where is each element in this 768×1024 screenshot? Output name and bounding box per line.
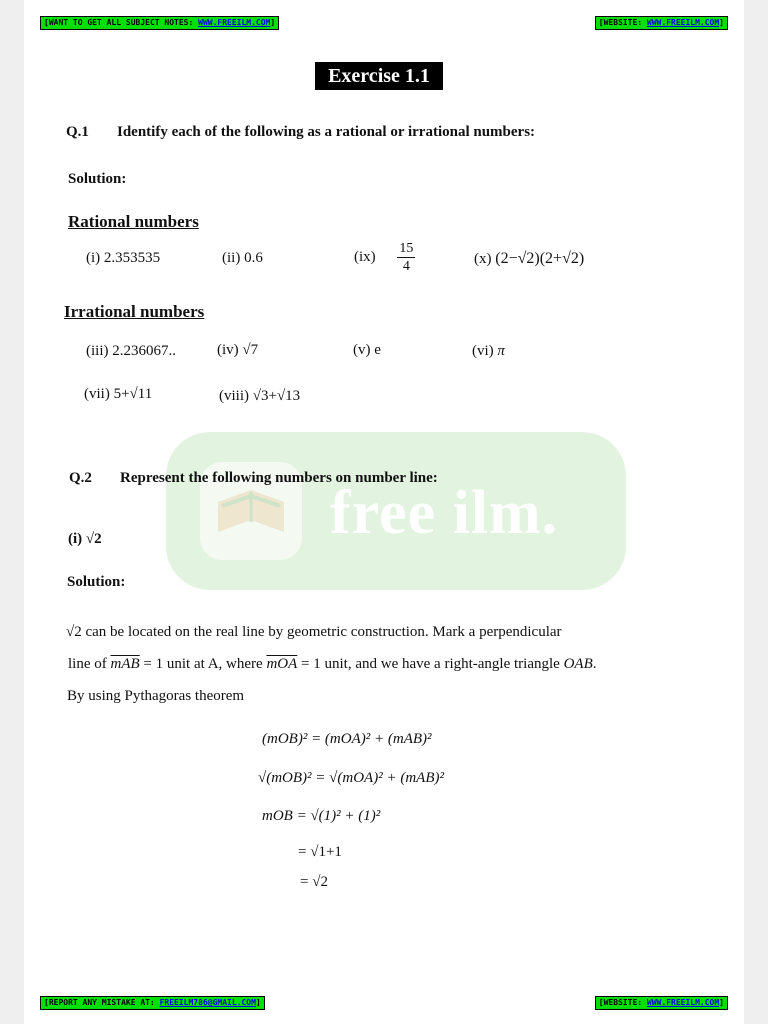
q2-part-i-label: (i)	[68, 531, 83, 547]
equation-5: = √2	[300, 874, 328, 890]
rational-heading: Rational numbers	[68, 212, 199, 231]
header-notes-suffix: ]	[270, 18, 276, 27]
header-website-suffix: ]	[719, 18, 724, 27]
exercise-title: Exercise 1.1	[315, 62, 443, 90]
rational-item-ii	[222, 250, 263, 267]
para2-oab: OAB	[563, 656, 593, 672]
equation-1: (mOB)² = (mOA)² + (mAB)²	[262, 731, 432, 747]
q2-solution-label: Solution:	[67, 574, 126, 590]
footer-website-suffix: ]	[719, 998, 724, 1007]
footer-report-prefix: [REPORT ANY MISTAKE AT:	[44, 998, 160, 1007]
q1-question: Identify each of the following as a rational or irrational numbers:	[117, 124, 536, 140]
irrational-item-vi-value: π	[497, 343, 505, 359]
equation-2: √(mOB)² = √(mOA)² + (mAB)²	[258, 770, 444, 786]
equation-3: mOB = √(1)² + (1)²	[262, 808, 381, 824]
para2-text-a: line of	[68, 656, 111, 672]
equation-4: = √1+1	[298, 844, 342, 860]
irrational-item-vii-label: (vii)	[84, 386, 110, 402]
irrational-item-viii-value: √3+√13	[252, 388, 301, 404]
header-notes-prefix: [WANT TO GET ALL SUBJECT NOTES:	[44, 18, 199, 27]
rational-item-x-label: (x)	[474, 251, 492, 267]
q1-solution-label: Solution:	[68, 171, 127, 187]
footer-website-link[interactable]: WWW.FREEILM.COM	[646, 998, 720, 1007]
irrational-item-viii-label: (viii)	[219, 388, 249, 404]
irrational-item-iii: (iii) 2.236067..	[86, 343, 176, 359]
rational-item-ii-label: (ii)	[222, 250, 241, 266]
fraction-numerator: 15	[399, 241, 414, 256]
fraction-denominator: 4	[402, 259, 410, 274]
q2-paragraph-line-1: √2 can be located on the real line by geometric construction. Mark a perpendicular	[66, 624, 562, 640]
irrational-item-vii-value: 5+√11	[113, 386, 153, 402]
irrational-heading: Irrational numbers	[64, 302, 205, 321]
q1-number: Q.1	[66, 124, 89, 140]
footer-website-prefix: [WEBSITE:	[598, 998, 647, 1007]
footer-website-banner	[595, 996, 728, 1010]
watermark-text: free ilm.	[330, 479, 559, 547]
header-notes-link[interactable]: WWW.FREEILM.COM	[198, 18, 271, 27]
irrational-item-vii	[84, 386, 152, 403]
irrational-item-iv-label: (iv)	[217, 342, 239, 358]
header-website-link[interactable]: WWW.FREEILM.COM	[646, 18, 720, 27]
document-page	[24, 0, 744, 1024]
rational-item-x-expr: (2−√2)(2+√2)	[495, 250, 585, 267]
q2-number: Q.2	[69, 470, 92, 486]
irrational-item-vi	[472, 343, 505, 360]
rational-item-i: (i) 2.353535	[86, 250, 161, 266]
para2-text-c: = 1 unit at A, where	[139, 656, 267, 672]
irrational-item-vi-label: (vi)	[472, 343, 494, 359]
irrational-item-viii	[219, 388, 300, 405]
irrational-item-v: (v) e	[353, 342, 381, 358]
para2-text-e: = 1 unit, and we have a right-angle triangle	[297, 656, 564, 672]
rational-item-ii-value: 0.6	[244, 250, 263, 266]
header-website-prefix: [WEBSITE:	[598, 18, 647, 27]
para2-moa: $\overline{mOA}$	[266, 656, 298, 672]
header-website-banner	[595, 16, 728, 30]
para2-period: .	[592, 656, 597, 672]
rational-item-ix-fraction	[397, 240, 415, 275]
q2-paragraph-line-3: By using Pythagoras theorem	[67, 688, 245, 704]
footer-report-suffix: ]	[255, 998, 261, 1007]
rational-item-ix-label: (ix)	[354, 249, 376, 265]
rational-item-x	[474, 250, 584, 268]
q2-part-i	[68, 531, 102, 548]
header-notes-banner	[40, 16, 279, 30]
q2-part-i-value: √2	[85, 531, 102, 547]
footer-report-banner	[40, 996, 265, 1010]
footer-report-email-link[interactable]: FREEILM786@GMAIL.COM	[159, 998, 256, 1007]
irrational-item-iv	[217, 342, 258, 359]
irrational-item-iv-value: √7	[242, 342, 259, 358]
q2-question: Represent the following numbers on number line:	[120, 470, 438, 486]
q2-paragraph-line-2	[68, 656, 597, 673]
para2-mab: $\overline{mAB}$	[110, 656, 140, 672]
rational-item-ix	[354, 240, 415, 275]
